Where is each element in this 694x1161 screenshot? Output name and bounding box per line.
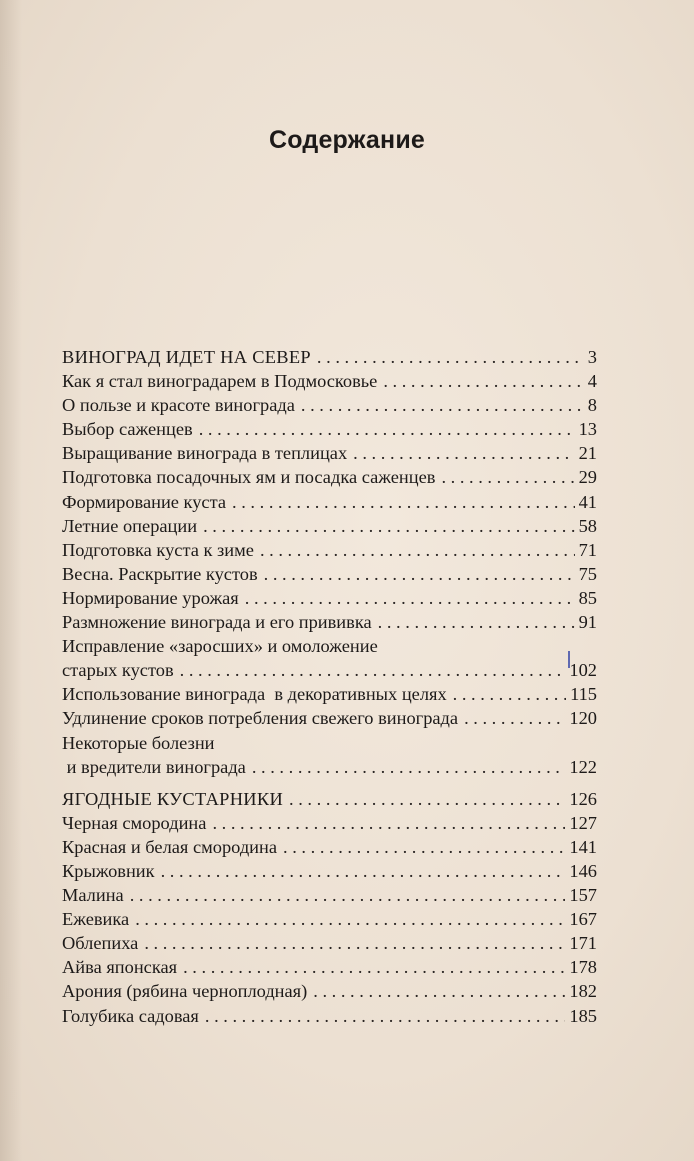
toc-dot-leader <box>183 955 565 979</box>
toc-entry <box>62 658 597 682</box>
toc-dot-leader <box>283 835 565 859</box>
toc-dot-leader <box>260 538 575 562</box>
toc-page-number: 127 <box>569 812 597 833</box>
toc-entry-label: Подготовка куста к зиме <box>62 539 254 560</box>
toc-entry <box>62 610 597 634</box>
toc-page-number: 58 <box>578 515 597 536</box>
toc-entry-label: Подготовка посадочных ям и посадка саженцев <box>62 467 436 488</box>
toc-page-number: 71 <box>578 539 597 560</box>
toc-dot-leader <box>441 465 574 489</box>
toc-entry <box>62 706 597 730</box>
toc-dot-leader <box>199 417 575 441</box>
toc-dot-leader <box>252 755 566 779</box>
toc-entry-label: Голубика садовая <box>62 1005 199 1026</box>
page-title: Содержание <box>268 126 426 154</box>
page-fold-shadow <box>0 0 22 1161</box>
toc-page-number: 167 <box>569 909 597 930</box>
toc-entry-label: Крыжовник <box>62 860 155 881</box>
toc-page-number: 91 <box>578 612 597 633</box>
toc-page-number: 157 <box>569 885 597 906</box>
toc-entry <box>62 1004 597 1028</box>
toc-entry-label-line: Некоторые болезни <box>62 732 215 753</box>
toc-dot-leader <box>144 931 565 955</box>
toc-entry-label: Малина <box>62 885 124 906</box>
toc-entry-label: Весна. Раскрытие кустов <box>62 563 258 584</box>
toc-page-number: 126 <box>569 788 597 809</box>
toc-section <box>62 787 597 1028</box>
toc-entry <box>62 955 597 979</box>
toc-dot-leader <box>378 610 575 634</box>
pen-mark <box>568 651 570 668</box>
toc-dot-leader <box>383 369 583 393</box>
toc-dot-leader <box>353 441 574 465</box>
toc-entry-label: Размножение винограда и его прививка <box>62 612 372 633</box>
toc-page-number: 8 <box>587 395 597 416</box>
toc-entry <box>62 369 597 393</box>
toc-entry <box>62 755 597 779</box>
toc-entry-label: Удлинение сроков потребления свежего винограда <box>62 708 459 729</box>
toc-entry <box>62 490 597 514</box>
toc-entry-label-line: Исправление «заросших» и омоложение <box>62 636 378 657</box>
toc-entry <box>62 538 597 562</box>
toc-dot-leader <box>130 883 566 907</box>
toc-page-number: 185 <box>569 1005 597 1026</box>
toc-chapter-entry <box>62 787 597 811</box>
toc-chapter-entry <box>62 345 597 369</box>
toc-entry <box>62 907 597 931</box>
toc-entry <box>62 465 597 489</box>
toc-page-number: 75 <box>578 563 597 584</box>
toc-page-number: 141 <box>569 836 597 857</box>
toc-entry <box>62 562 597 586</box>
toc-entry <box>62 931 597 955</box>
toc-entry-label: и вредители винограда <box>62 756 246 777</box>
toc-entry-label: Айва японская <box>62 957 178 978</box>
toc-entry <box>62 441 597 465</box>
toc-entry-label: Формирование куста <box>62 491 227 512</box>
toc-entry <box>62 835 597 859</box>
toc-entry-label: Нормирование урожая <box>62 587 239 608</box>
toc-page-number: 13 <box>578 419 597 440</box>
toc-entry-label: Выращивание винограда в теплицах <box>62 443 348 464</box>
toc-dot-leader <box>264 562 575 586</box>
toc-page-number: 122 <box>569 756 597 777</box>
toc-entry <box>62 883 597 907</box>
toc-entry <box>62 979 597 1003</box>
toc-page-number: 3 <box>587 347 597 367</box>
toc-page-number: 4 <box>587 371 597 392</box>
toc-dot-leader <box>135 907 565 931</box>
toc-dot-leader <box>212 811 565 835</box>
toc-dot-leader <box>301 393 584 417</box>
toc-entry-label: старых кустов <box>62 660 174 681</box>
toc-dot-leader <box>453 682 566 706</box>
toc-page-number: 21 <box>578 443 597 464</box>
toc-page-number: 41 <box>578 491 597 512</box>
toc-entry-label: Арония (рябина черноплодная) <box>62 981 308 1002</box>
toc-dot-leader <box>317 345 584 369</box>
toc-entry-label: Использование винограда в декоративных целях <box>62 684 447 705</box>
toc-page-number: 102 <box>569 660 597 681</box>
toc-entry-label: О пользе и красоте винограда <box>62 395 295 416</box>
toc-entry <box>62 514 597 538</box>
toc-entry-label: Красная и белая смородина <box>62 836 278 857</box>
toc-entry-label: Ежевика <box>62 909 130 930</box>
toc-entry <box>62 586 597 610</box>
toc-page-number: 171 <box>569 933 597 954</box>
toc-page-number: 115 <box>570 684 597 705</box>
table-of-contents <box>62 345 597 1028</box>
toc-page-number: 120 <box>569 708 597 729</box>
toc-entry-label: Выбор саженцев <box>62 419 193 440</box>
toc-entry-label: ВИНОГРАД ИДЕТ НА СЕВЕР <box>62 347 311 367</box>
toc-dot-leader <box>205 1004 566 1028</box>
toc-dot-leader <box>464 706 565 730</box>
toc-entry <box>62 859 597 883</box>
toc-entry-label: Летние операции <box>62 515 198 536</box>
toc-entry <box>62 682 597 706</box>
toc-dot-leader <box>289 787 565 811</box>
toc-entry-label: Облепиха <box>62 933 139 954</box>
toc-section <box>62 345 597 779</box>
toc-entry <box>62 417 597 441</box>
toc-page-number: 85 <box>578 587 597 608</box>
toc-dot-leader <box>180 658 566 682</box>
toc-entry <box>62 811 597 835</box>
toc-entry-label: Как я стал виноградарем в Подмосковье <box>62 371 378 392</box>
toc-dot-leader <box>232 490 575 514</box>
toc-page-number: 182 <box>569 981 597 1002</box>
toc-entry-label: Черная смородина <box>62 812 207 833</box>
toc-page-number: 146 <box>569 860 597 881</box>
toc-page-number: 29 <box>578 467 597 488</box>
toc-page-number: 178 <box>569 957 597 978</box>
toc-dot-leader <box>203 514 575 538</box>
toc-dot-leader <box>313 979 565 1003</box>
toc-entry-label: ЯГОДНЫЕ КУСТАРНИКИ <box>62 788 284 809</box>
toc-entry <box>62 393 597 417</box>
toc-dot-leader <box>161 859 566 883</box>
toc-dot-leader <box>245 586 575 610</box>
